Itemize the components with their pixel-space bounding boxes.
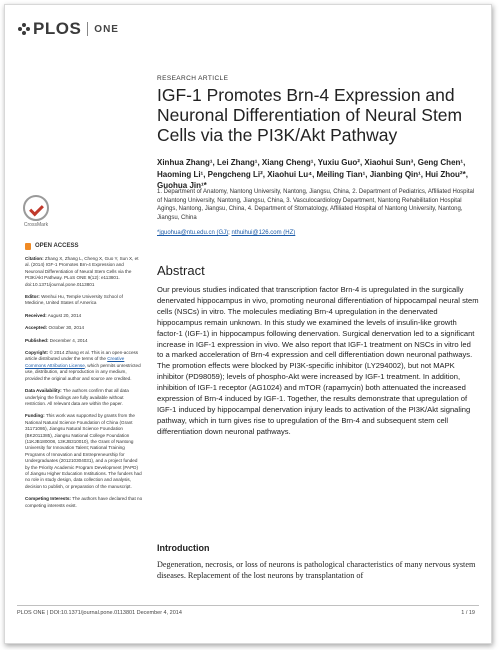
article-type: RESEARCH ARTICLE (157, 75, 229, 82)
page-number: 1 / 19 (461, 610, 475, 616)
copyright-block: Copyright: © 2014 Zhang et al. This is an open-access article distributed under the terms of the Creative Commons Attribution License, which permits unrestricted use, distribution, and reproduction in any medium, provided the original author and source are credited. (25, 350, 141, 381)
footer-divider (17, 605, 479, 606)
open-access-label: OPEN ACCESS (35, 243, 79, 250)
logo-dots-icon (17, 22, 31, 36)
author-list: Xinhua Zhang¹, Lei Zhang¹, Xiang Cheng¹, Yuxiu Guo², Xiaohui Sun³, Geng Chen¹, Haoming Li¹, Pengcheng Li², Xiaohui Lu⁴, Meiling Tian¹, Jianbing Qin¹, Hui Zhou²*, Guohua Jin¹* (157, 158, 468, 190)
citation-block: Citation: Zhang X, Zhang L, Cheng X, Guo Y, Sun X, et al. (2014) IGF-1 Promotes Brn-4 Expression and Neuronal Differentiation of Neural Stem Cells via the PI3K/Akt Pathway. PLoS ONE 9(12): e113801. doi:10.1371/journal.pone.0113801 (25, 256, 139, 287)
article-title: IGF-1 Promotes Brn-4 Expression and Neuronal Differentiation of Neural Stem Cells via the PI3K/Akt Pathway (157, 85, 463, 145)
article-page (4, 4, 492, 644)
journal-sub: ONE (94, 23, 119, 35)
open-lock-icon (25, 243, 31, 250)
license-link[interactable]: Creative Commons Attribution License (25, 356, 125, 368)
logo-divider (87, 22, 88, 36)
introduction-heading: Introduction (157, 543, 210, 553)
journal-brand: PLOS (33, 19, 82, 38)
open-access-badge (25, 243, 143, 250)
data-availability-block: Data Availability: The authors confirm that all data underlying the findings are fully available without restriction. All relevant data are within the paper. (25, 388, 129, 406)
accepted-block: Accepted: October 30, 2014 (25, 325, 84, 331)
crossmark-icon (23, 195, 49, 221)
crossmark-badge[interactable] (21, 195, 51, 228)
funding-block: Funding: This work was supported by grants from the National Natural Science Foundation of China (Grant 31171086), Jiangsu Natural Science Foundation (BK2011385), Jiangsu National College Foundation (11KJB180008, 13KJB310010), the Grant of Nantong University for Innovation Talent; National Training Programs of Innovation and Entrepreneurship for Undergraduates (201210304031), and a project funded by the Priority Academic Program Development (PAPD) of Jiangsu Higher Education Institutions. The funders had no role in study design, data collection and analysis, decision to publish, or preparation of the manuscript. (25, 413, 142, 489)
published-block: Published: December 4, 2014 (25, 337, 88, 343)
article-sidebar (25, 243, 143, 515)
abstract-heading: Abstract (157, 263, 205, 278)
email-separator: ; (228, 230, 232, 236)
received-block: Received: August 20, 2014 (25, 312, 82, 318)
competing-interests-block: Competing Interests: The authors have declared that no competing interests exist. (25, 496, 143, 508)
journal-logo[interactable] (17, 19, 119, 39)
corresponding-emails (157, 230, 479, 236)
abstract-text: Our previous studies indicated that transcription factor Brn-4 is upregulated in the surgically denervated hippocampus in vivo, promoting neuronal differentiation of hippocampal neural stem cells (NSCs) in vitro. The molecules mediating Brn-4 upregulation in the denervated hippocampus remain unknown. In this study we examined the levels of insulin-like growth factor-1 (IGF-1) in hippocampus following denervation. Surgical denervation led to a significant increase in IGF-1 expression in vivo. We also report that IGF-1 treatment on NSCs in vitro led to a marked acceleration of Brn-4 expression and cell differentiation down neuronal pathways. The promotion effects were blocked by PI3K-specific inhibitor (LY294002), but not MAPK inhibitor (PD98059); levels of phospho-Akt were increased by IGF-1 treatment. In addition, inhibition of IGF-1 receptor (AG1024) and mTOR (rapamycin) both attenuated the increased expression of Brn-4 induced by IGF-1. Together, the results demonstrate that upregulation of IGF-1 induced by hippocampal denervation injury leads to activation of the PI3K/Akt signaling pathway, which in turn gives rise to upregulation of the Brn-4 and subsequent stem cell differentiation down neuronal pathways. (157, 285, 479, 436)
footer-citation: PLOS ONE | DOI:10.1371/journal.pone.0113801 December 4, 2014 (17, 610, 182, 616)
introduction-text: Degeneration, necrosis, or loss of neurons is pathological characteristics of many nervous system diseases. Replacement of the lost neurons by transplantation of (157, 560, 476, 580)
email-link-hz[interactable]: nthuihui@126.com (HZ) (231, 230, 296, 236)
affiliations: 1. Department of Anatomy, Nantong University, Nantong, Jiangsu, China, 2. Department of Pediatrics, Affiliated Hospital of Nantong University, Nantong, Jiangsu, China, 3. Vasculocardiology Department, Nantong Rehabilitation Hospital Agings, Nantong, Jiangsu, China, 4. Department of Stomatology, Affiliated Hospital of Nantong University, Nantong, Jiangsu, China (157, 189, 475, 221)
plos-logo-icon (17, 19, 81, 39)
email-link-gj[interactable]: *jguohua@ntu.edu.cn (GJ) (157, 230, 229, 236)
crossmark-label: CrossMark (23, 222, 49, 228)
editor-block: Editor: Wenhui Hu, Temple University School of Medicine, United States of America (25, 294, 123, 306)
